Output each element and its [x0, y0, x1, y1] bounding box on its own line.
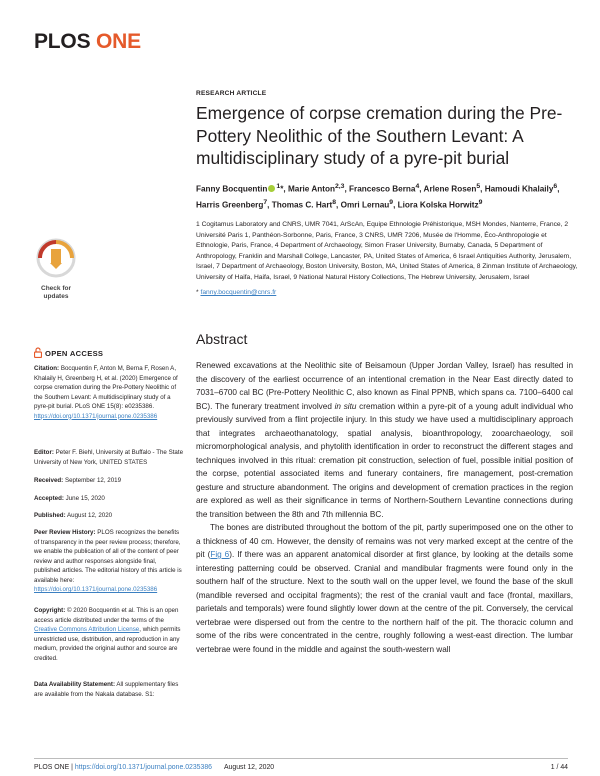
abstract-text: cremation within a pyre-pit of a young adult individual who previously survived from a flint projectile injury. In this study we have used a multidisciplinary approach that integrates archaeothanatology, spatial analysis, bioanthropology, zooarchaeology, soil micromorphological analysis, and phytolith identification in order to reconstruct the different stages and techniques involved in this ritual: cremation pit construction, selection of fuel, possible initial position of the corpse, potential associated items and funerary containers, fire management, post-cremation gesture and structure abandonment. The origins and development of cremation practices in the region are explored as well as their significance in terms of Northern-Southern Levantine connections during the transition between the 8th and 7th millennia BC.	[196, 401, 573, 519]
correspondence-email[interactable]: fanny.bocquentin@cnrs.fr	[200, 289, 277, 296]
check-for-updates-badge[interactable]	[35, 238, 77, 300]
open-lock-icon	[34, 347, 42, 358]
corresponding-mark: *	[280, 184, 284, 194]
published-label: Published:	[34, 512, 66, 519]
author-name[interactable]: Fanny Bocquentin	[196, 184, 268, 194]
copyright-label: Copyright:	[34, 607, 66, 614]
corresponding-mark: *	[196, 289, 199, 296]
copyright-text: © 2020 Bocquentin et al. This is an open access article distributed under the terms of the	[34, 607, 179, 624]
peer-review-block	[34, 528, 184, 595]
citation-text: Bocquentin F, Anton M, Berna F, Rosen A, Khalaily H, Greenberg H, et al. (2020) Emergence of corpse cremation during the Pre-Pottery Neolithic of the Southern Levant: A multidisciplinary study of a pyre-pit burial. PLoS ONE 15(8): e0235386.	[34, 365, 178, 410]
check-updates-icon	[36, 238, 76, 278]
peer-review-label: Peer Review History:	[34, 529, 96, 536]
data-availability-text: All supplementary files are available from the Nakala database. S1:	[34, 681, 179, 698]
received-date: September 12, 2019	[63, 477, 122, 484]
body-paragraph	[196, 521, 573, 656]
orcid-icon[interactable]	[268, 185, 275, 192]
accepted-date: June 15, 2020	[63, 495, 105, 502]
open-access	[34, 347, 103, 358]
license-link[interactable]: Creative Commons Attribution License	[34, 626, 140, 633]
footer-doi-link[interactable]: https://doi.org/10.1371/journal.pone.0235386	[74, 764, 213, 771]
body-text: ). If there was an apparent anatomical disorder at first glance, by looking at the details some interesting patterning could be observed. Cranial and mandibular fragments were found only in the southern half of the structure. Next to the south wall on the upper level, we found the base of the skull (mandible reversed and occipital fragments); the rest of the cranial vault and face (frontal, maxillars, parietals and temporals) were found slightly lower down at the centre of the pit. Conversely, the cervical vertebrae were dispersed out from the centre to the northern half of the pit. The thoracic column and some of the ribs were concentrated in the centre, roughly following a west-east direction. The lumbar vertebrae were found in the middle and against the south-western wall	[196, 550, 574, 654]
logo-one: ONE	[96, 30, 141, 53]
author-affil: 7	[263, 198, 268, 206]
abstract-paragraph	[196, 359, 573, 521]
body-text: The bones are distributed throughout the bottom of the pit, partly superimposed one on the other to a thickness of 40 cm. However, the density of remains was not very marked except at the centre of the pit (	[196, 523, 573, 559]
author-name[interactable]: , Omri Lernau	[336, 200, 390, 210]
journal-logo[interactable]	[34, 30, 141, 54]
accepted-block	[34, 494, 184, 504]
author-affil: 6	[553, 183, 558, 190]
footer-separator: |	[69, 764, 75, 771]
author-affil: 4	[415, 183, 420, 190]
correspondence	[196, 289, 276, 296]
author-affil: 9	[478, 198, 483, 206]
abstract-body	[196, 359, 573, 656]
editor-text: Peter F. Biehl, University at Buffalo - The State University of New York, UNITED STATES	[34, 449, 184, 466]
published-date: August 12, 2020	[65, 512, 113, 519]
citation-block	[34, 364, 184, 421]
peer-review-text: PLOS recognizes the benefits of transparency in the peer review process; therefore, we enable the publication of all of the content of peer review and author responses alongside final, published articles. The editorial history of this article is available here:	[34, 529, 182, 584]
author-affil: 5	[476, 183, 481, 190]
citation-label: Citation:	[34, 365, 60, 372]
author-affil: 9	[389, 198, 394, 206]
page-number: 1 / 44	[550, 764, 568, 771]
article-title: Emergence of corpse cremation during the Pre-Pottery Neolithic of the Southern Levant: A multidisciplinary study of a pyre-pit burial	[196, 103, 563, 168]
author-name[interactable]: , Liora Kolska Horwitz	[393, 200, 479, 210]
open-access-label: OPEN ACCESS	[45, 349, 104, 358]
author-affil: 1	[276, 183, 281, 190]
received-label: Received:	[34, 477, 64, 484]
published-block	[34, 511, 184, 521]
abstract-italic: in situ	[334, 401, 357, 411]
author-affil: 2,3	[334, 183, 345, 190]
author-name[interactable]: , Thomas C. Hart	[267, 200, 333, 210]
article-type: RESEARCH ARTICLE	[196, 90, 267, 97]
accepted-label: Accepted:	[34, 495, 64, 502]
logo-plos: PLOS	[34, 30, 91, 53]
received-block	[34, 476, 184, 486]
data-availability-label: Data Availability Statement:	[34, 681, 116, 688]
affiliations: 1 Cogitamus Laboratory and CNRS, UMR 7041, ArScAn, Equipe Ethnologie Préhistorique, MSH Mondes, Nanterre, France, 2 Université Paris 1, Panthéon-Sorbonne, Paris, France, 3 CNRS, UMR 7206, Musée de l'Homme, Éco-Anthropologie et Ethnologie, Paris, France, 4 Department of Archaeology, Simon Fraser University, Burnaby, Canada, 5 Department of Anthropology, Franklin and Marshall College, Lancaster, PA, United States of America, 6 Israel Antiquities Authority, Jerusalem, Israel, 7 Department of Archaeology, Boston University, Boston, MA, United States of America, 8 Zinman Institute of Archaeology, University of Haifa, Haifa, Israel, 9 National Natural History Collections, The Hebrew University, Jerusalem, Israel	[196, 221, 578, 281]
editor-block	[34, 448, 184, 467]
author-list	[196, 180, 576, 211]
footer-date: August 12, 2020	[223, 764, 275, 771]
footer-rule	[34, 758, 568, 759]
copyright-block	[34, 606, 184, 663]
editor-label: Editor:	[34, 449, 54, 456]
citation-doi-link[interactable]: https://doi.org/10.1371/journal.pone.0235386	[34, 412, 158, 420]
check-updates-label: Check for updates	[41, 285, 71, 300]
author-name[interactable]: , Harris Greenberg	[196, 184, 560, 210]
peer-review-link[interactable]: https://doi.org/10.1371/journal.pone.0235386	[34, 586, 158, 593]
author-affil: 8	[332, 198, 337, 206]
author-name[interactable]: , Francesco Berna	[344, 184, 416, 194]
figure-link[interactable]: Fig 6	[210, 550, 230, 559]
copyright-text: , which permits unrestricted use, distribution, and reproduction in any medium, provided the original author and source are credited.	[34, 626, 181, 662]
abstract-text: Renewed excavations at the Neolithic site of Beisamoun (Upper Jordan Valley, Israel) has resulted in the discovery of the earliest occurrence of an intentional cremation in the Near East directly dated to 7031–6700 cal BC (Pre-Pottery Neolithic C, also known as Final PPNB, which spans ca. 7100–6400 cal BC). The funerary treatment involved	[196, 361, 573, 411]
footer-journal: PLOS ONE	[34, 764, 70, 771]
abstract-heading: Abstract	[196, 331, 248, 347]
author-name[interactable]: , Marie Anton	[283, 184, 335, 194]
page-footer	[34, 764, 568, 771]
author-name[interactable]: , Arlene Rosen	[419, 184, 477, 194]
author-name[interactable]: , Hamoudi Khalaily	[480, 184, 554, 194]
data-availability-block	[34, 680, 184, 699]
